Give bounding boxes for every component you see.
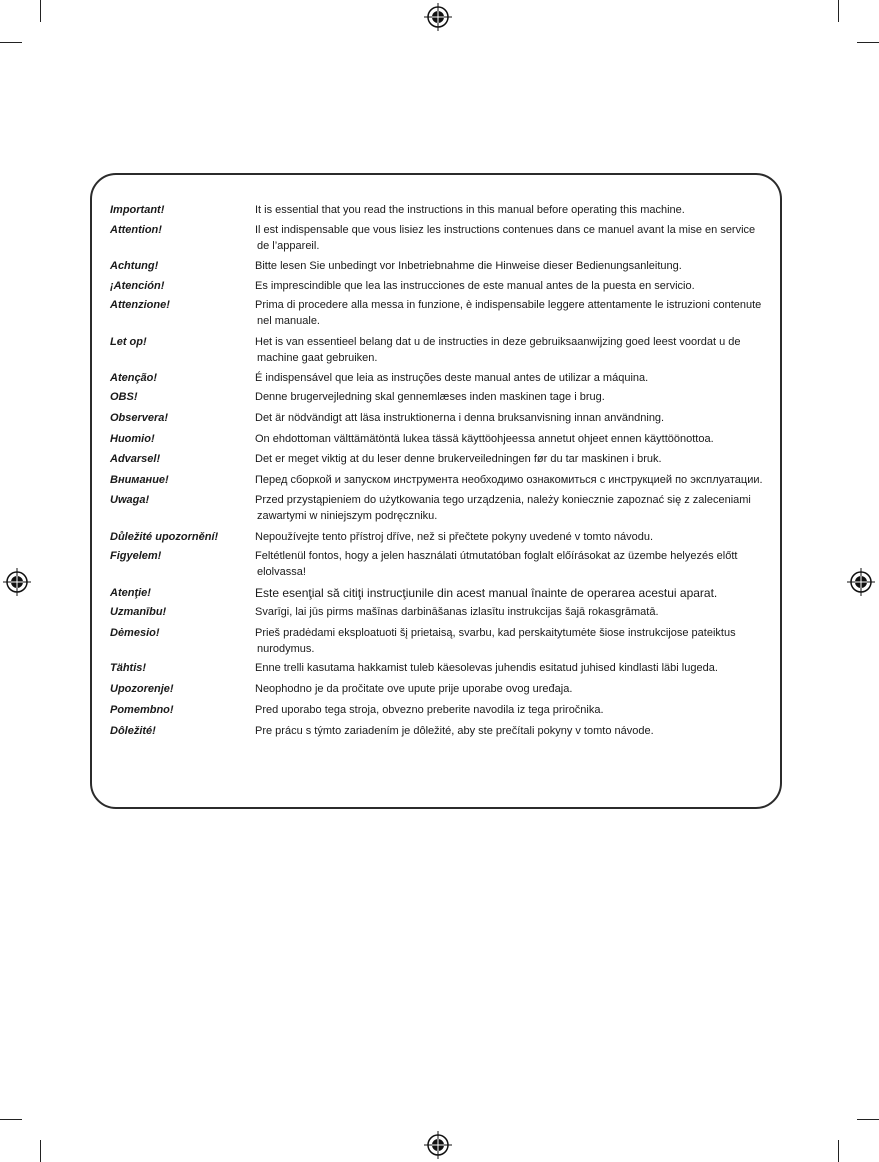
warning-text-line: nurodymus.	[257, 643, 315, 655]
warning-text	[255, 334, 785, 366]
warning-label: Attenzione!	[110, 299, 170, 311]
warning-text-line: Es imprescindible que lea las instrucciones de este manual antes de la puesta en servicio.	[255, 280, 695, 292]
warning-text	[255, 297, 785, 329]
warning-text	[255, 492, 785, 524]
crop-mark-top-left	[0, 42, 22, 43]
warning-label: Atenção!	[110, 372, 158, 384]
crop-mark-bottom-right	[857, 1119, 879, 1120]
warning-text	[255, 370, 785, 386]
warning-label: Pomembno!	[110, 704, 174, 716]
warning-label: Attention!	[110, 224, 162, 236]
warning-text	[255, 202, 785, 218]
warning-label: Let op!	[110, 336, 147, 348]
crop-mark-bottom-left	[40, 1140, 41, 1162]
warning-text-line: Перед сборкой и запуском инструмента необходимо ознакомиться с инструкцией по эксплуатации.	[255, 474, 763, 486]
warning-label: Observera!	[110, 412, 169, 424]
warning-text	[255, 604, 785, 620]
warning-label: Huomio!	[110, 433, 155, 445]
crop-mark-top-right	[857, 42, 879, 43]
registration-mark-icon	[423, 1130, 453, 1160]
warning-text-line: Este esenţial să citiţi instrucţiunile din acest manual înainte de operarea acestui aparat.	[255, 586, 718, 600]
warning-text-line: Neophodno je da pročitate ove upute prije uporabe ovog uređaja.	[255, 683, 573, 695]
warning-text-line: zawartymi w niniejszym podręczniku.	[257, 510, 438, 522]
warning-text-line: Przed przystąpieniem do użytkowania tego urządzenia, należy koniecznie zapoznać się z zaleceniami	[255, 494, 751, 506]
warning-text-line: On ehdottoman välttämätöntä lukea tässä käyttöohjeessa annetut ohjeet ennen käyttöönottoa.	[255, 433, 714, 445]
warning-label: Důležité upozornění!	[110, 531, 219, 543]
warning-text-line: Feltétlenül fontos, hogy a jelen használati útmutatóban foglalt előírásokat az üzembe helyezés előtt	[255, 550, 738, 562]
warning-text-line: Det er meget viktig at du leser denne brukerveiledningen før du tar maskinen i bruk.	[255, 453, 662, 465]
warning-label: Внимание!	[110, 474, 169, 486]
warning-text	[255, 681, 785, 697]
warning-label: Tähtis!	[110, 662, 147, 674]
warning-text-line: Det är nödvändigt att läsa instruktionerna i denna bruksanvisning innan användning.	[255, 412, 665, 424]
warning-label: OBS!	[110, 391, 138, 403]
warning-text	[255, 431, 785, 447]
crop-mark-top-right	[838, 0, 839, 22]
warning-text	[255, 660, 785, 676]
warning-label: Dėmesio!	[110, 627, 160, 639]
warning-text-line: de l’appareil.	[257, 240, 320, 252]
warning-text	[255, 222, 785, 254]
warning-text-line: nel manuale.	[257, 315, 320, 327]
warning-label: Uzmanību!	[110, 606, 167, 618]
warning-text	[255, 723, 785, 739]
warning-label: Dôležité!	[110, 725, 156, 737]
registration-mark-icon	[423, 2, 453, 32]
warning-text-line: É indispensável que leia as instruções deste manual antes de utilizar a máquina.	[255, 372, 649, 384]
warning-text	[255, 451, 785, 467]
warning-text	[255, 389, 785, 405]
warning-text-line: Prima di procedere alla messa in funzione, è indispensabile leggere attentamente le istruzioni contenute	[255, 299, 762, 311]
warning-label: ¡Atención!	[110, 280, 165, 292]
warning-label: Achtung!	[110, 260, 159, 272]
warning-text-line: Pred uporabo tega stroja, obvezno preberite navodila iz tega priročnika.	[255, 704, 604, 716]
warning-text	[255, 625, 785, 657]
warning-text	[255, 702, 785, 718]
crop-mark-bottom-left	[0, 1119, 22, 1120]
warning-text	[255, 258, 785, 274]
warning-text-line: Il est indispensable que vous lisiez les instructions contenues dans ce manuel avant la mise en service	[255, 224, 756, 236]
registration-mark-icon	[2, 567, 32, 597]
warning-text	[255, 410, 785, 426]
warning-text-line: Svarīgi, lai jūs pirms mašīnas darbināšanas izlasītu instrukcijas šajā rokasgrāmatā.	[255, 606, 659, 618]
warning-text	[255, 529, 785, 545]
warning-text-line: Enne trelli kasutama hakkamist tuleb käesolevas juhendis esitatud juhised kindlasti läbi lugeda.	[255, 662, 718, 674]
warning-label: Atenţie!	[110, 587, 151, 599]
warning-label: Figyelem!	[110, 550, 162, 562]
warning-text	[255, 585, 785, 601]
crop-mark-top-left	[40, 0, 41, 22]
warning-text	[255, 548, 785, 580]
warning-text-line: Nepoužívejte tento přístroj dříve, než si přečtete pokyny uvedené v tomto návodu.	[255, 531, 654, 543]
warning-text-line: Pre prácu s týmto zariadením je dôležité, aby ste prečítali pokyny v tomto návode.	[255, 725, 654, 737]
warning-text	[255, 472, 785, 488]
warning-label: Uwaga!	[110, 494, 150, 506]
warning-text-line: Bitte lesen Sie unbedingt vor Inbetriebnahme die Hinweise dieser Bedienungsanleitung.	[255, 260, 682, 272]
warning-text-line: Denne brugervejledning skal gennemlæses inden maskinen tage i brug.	[255, 391, 605, 403]
warning-text-line: machine gaat gebruiken.	[257, 352, 378, 364]
crop-mark-bottom-right	[838, 1140, 839, 1162]
warning-label: Important!	[110, 204, 165, 216]
warning-text-line: It is essential that you read the instructions in this manual before operating this machine.	[255, 204, 685, 216]
warning-text-line: Het is van essentieel belang dat u de instructies in deze gebruiksaanwijzing goed leest voordat u de	[255, 336, 741, 348]
warning-label: Upozorenje!	[110, 683, 174, 695]
warning-text	[255, 278, 785, 294]
warning-text-line: elolvassa!	[257, 566, 306, 578]
registration-mark-icon	[846, 567, 876, 597]
warning-text-line: Prieš pradėdami eksploatuoti šį prietaisą, svarbu, kad perskaitytumėte šiose instrukcijose pateiktus	[255, 627, 736, 639]
warning-label: Advarsel!	[110, 453, 161, 465]
